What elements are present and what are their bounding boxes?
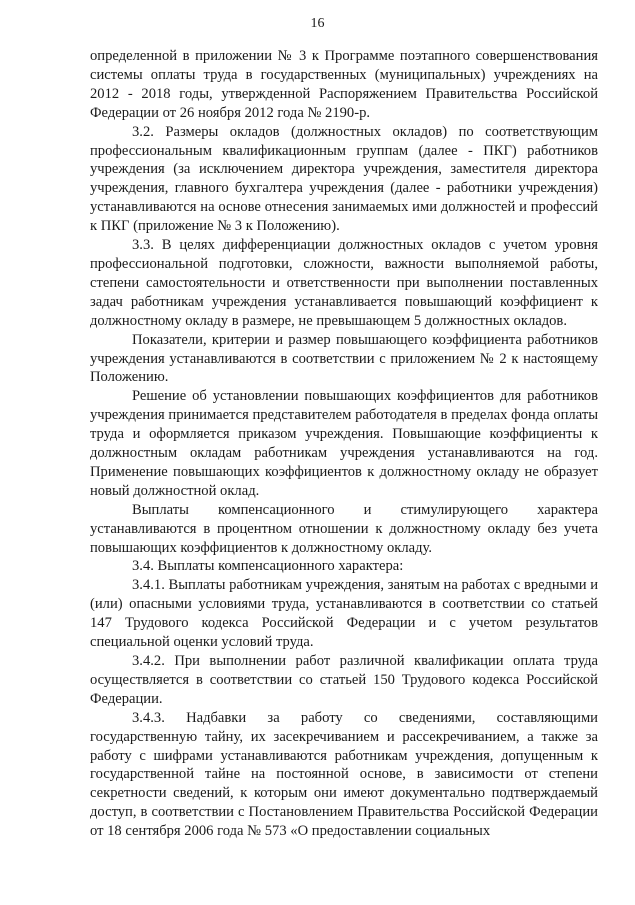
paragraph-3-4-2: 3.4.2. При выполнении работ различной квалификации оплата труда осуществляется в соответствии со статьей 150 Трудового кодекса Российской Федерации. bbox=[90, 653, 598, 707]
paragraph-intro-continuation: определенной в приложении № 3 к Программе поэтапного совершенствования системы оплаты труда в государственных (муниципальных) учреждениях на 2012 - 2018 годы, утвержденной Распоряжением Правительства Российской Федерации от 26 ноября 2012 года № 2190-р. bbox=[90, 48, 598, 121]
paragraph-3-3: 3.3. В целях дифференциации должностных окладов с учетом уровня профессиональной подготовки, сложности, важности выполняемой работы, степени самостоятельности и ответственности при выполнении поставленных задач работникам учреждения устанавливается повышающий коэффициент к должностному окладу в размере, не превышающем 5 должностных окладов. bbox=[90, 237, 598, 329]
paragraph-payments: Выплаты компенсационного и стимулирующего характера устанавливаются в процентном отношении к должностному окладу без учета повышающих коэффициентов к должностному окладу. bbox=[90, 501, 598, 556]
paragraph-criteria: Показатели, критерии и размер повышающего коэффициента работников учреждения устанавливаются в соответствии с приложением № 2 к настоящему Положению. bbox=[90, 331, 598, 386]
page-number: 16 bbox=[310, 16, 325, 31]
document-body bbox=[90, 47, 598, 841]
paragraph-3-2: 3.2. Размеры окладов (должностных окладов) по соответствующим профессиональным квалификационным группам (далее - ПКГ) работников учреждения (за исключением директора учреждения, заместителя директора учреждения, главного бухгалтера учреждения (далее - работники учреждения) устанавливаются на основе отнесения занимаемых ими должностей и профессий к ПКГ (приложение № 3 к Положению). bbox=[90, 123, 598, 235]
paragraph-3-4-3: 3.4.3. Надбавки за работу со сведениями, составляющими государственную тайну, их засекречиванием и рассекречиванием, а также за работу с шифрами устанавливаются работникам учреждения, допущенным к государственной тайне на постоянной основе, в зависимости от степени секретности сведений, к которым они имеют документально подтверждаемый доступ, в соответствии с Постановлением Правительства Российской Федерации от 18 сентября 2006 года № 573 «О предоставлении социальных bbox=[90, 709, 598, 840]
paragraph-decision: Решение об установлении повышающих коэффициентов для работников учреждения принимается представителем работодателя в пределах фонда оплаты труда и оформляется приказом учреждения. Повышающие коэффициенты к должностным окладам работникам учреждения устанавливаются на год. Применение повышающих коэффициентов к должностному окладу не образует новый должностной оклад. bbox=[90, 388, 598, 499]
paragraph-3-4-1: 3.4.1. Выплаты работникам учреждения, занятым на работах с вредными и (или) опасными условиями труда, устанавливаются в соответствии со статьей 147 Трудового кодекса Российской Федерации и с учетом результатов специальной оценки условий труда. bbox=[90, 577, 598, 651]
paragraph-3-4: 3.4. Выплаты компенсационного характера: bbox=[132, 558, 404, 575]
